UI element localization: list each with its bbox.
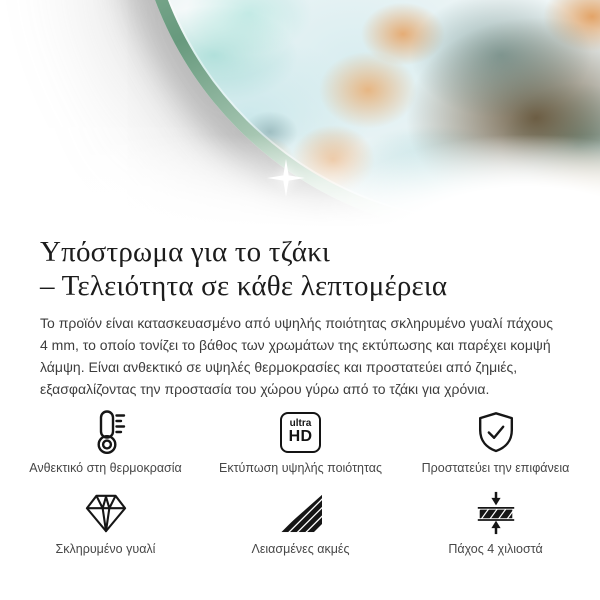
feature-item-tempered-glass [8,490,203,556]
thermometer-icon [82,409,130,455]
title-line-1: Υπόστρωμα για το τζάκι [40,236,331,268]
glass-panel [132,0,600,232]
sparkle-icon [266,158,306,198]
feature-label: Σκληρυμένο γυαλί [55,542,156,556]
diamond-icon [83,490,129,536]
features-grid [0,409,600,556]
feature-item-thickness [398,490,593,556]
feature-item-protection [398,409,593,475]
thickness-icon [473,490,519,536]
ultra-hd-text-top: ultra [289,418,312,429]
title-line-2: – Τελειότητα σε κάθε λεπτομέρεια [40,269,448,302]
feature-item-print-quality [203,409,398,475]
feature-label: Πάχος 4 χιλιοστά [448,542,543,556]
description-text: Το προϊόν είναι κατασκευασμένο από υψηλής ποιότητας σκληρυμένο γυαλί πάχους 4 mm, το οποίο τονίζει το βάθος των χρωμάτων της εκτύπωσης και παρέχει κομψή λάμψη. Είναι ανθεκτικό σε υψηλές θερμοκρασίες και προστατεύει από ζημιές, εξασφαλίζοντας την προστασία του χώρου γύρω από το τζάκι για χρόνια. [40,315,554,397]
feature-item-polished-edges [203,490,398,556]
feature-label: Ανθεκτικό στη θερμοκρασία [29,461,182,475]
page-title [40,236,600,303]
ultra-hd-icon [280,409,321,455]
ultra-hd-text-bottom: HD [288,428,313,445]
shield-check-icon [473,409,519,455]
feature-label: Εκτύπωση υψηλής ποιότητας [219,461,382,475]
feature-label: Προστατεύει την επιφάνεια [421,461,570,475]
feature-item-temperature [8,409,203,475]
marble-artwork [144,0,600,223]
feature-label: Λειασμένες ακμές [251,542,350,556]
product-photo [0,0,600,232]
polished-edges-icon [278,490,324,536]
